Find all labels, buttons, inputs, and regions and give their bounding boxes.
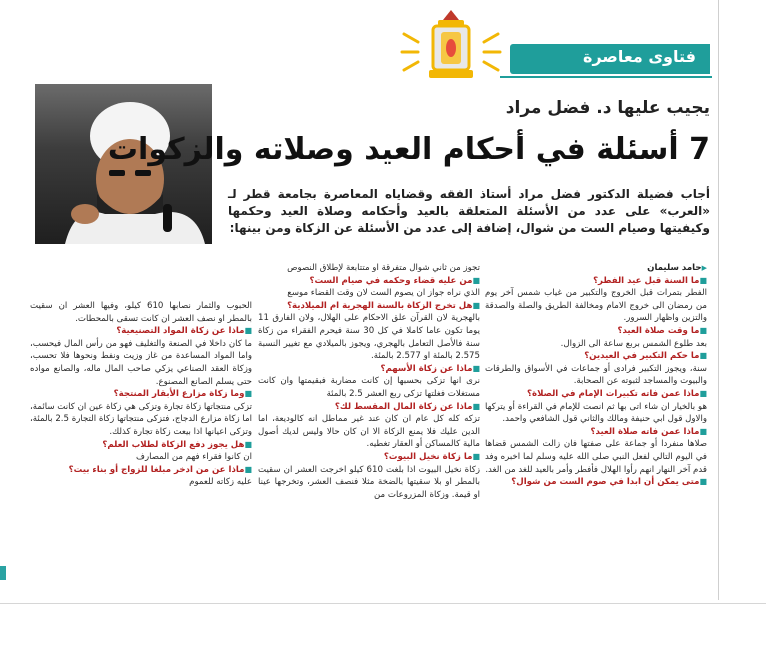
answer-text: بالهجرية لان القرآن علق الاحكام على الهلال، ولان الفارق 11 يوما تكون عاما كاملا في كل 30 سنة فيحرم الفقراء من زكاة سنة فالأصل التعامل بالهجري، ويجوز بالميلادي مع تغيير النسبة 2.575 بالمئة او 2.577 بالمئة. bbox=[258, 313, 480, 362]
question-heading: ■ ماذا عن من ادخر مبلغا للزواج أو بناء بيت؟ bbox=[30, 464, 252, 477]
answer-text: ان كانوا فقراء فهم من المصارف bbox=[136, 452, 252, 463]
answer-text: عليه زكاته للعموم bbox=[189, 477, 252, 488]
answer-text: ما كان داخلا في الصنعة والتغليف فهو من رأس المال فيحسب، واما المواد المساعدة من غاز وزيت ونفط ونحوها فلا تحسب، وزكاة العقد الصناعي يزكي صاحب المال ماله، والصانع مواده حتى يسلم الصانع المصنوع. bbox=[30, 338, 252, 387]
question-heading: ■ ماذا عن زكاة الأسهم؟ bbox=[258, 363, 480, 376]
question-heading: ■ من عليه قضاء وحكمه في صيام الست؟ bbox=[258, 275, 480, 288]
question-heading: ■ هل تخرج الزكاة بالسنة الهجرية ام الميلادية؟ bbox=[258, 300, 480, 313]
article-column-left bbox=[30, 300, 252, 489]
question-heading: ■ ما حكم التكبير في العيدين؟ bbox=[485, 350, 707, 363]
answer-text: بعد طلوع الشمس بربع ساعة الى الزوال. bbox=[560, 338, 707, 349]
answer-text: الحبوب والثمار نصابها 610 كيلو، وفيها العشر ان سقيت بالمطر او نصف العشر ان كانت تسقى بالمحطات. bbox=[30, 301, 252, 324]
question-heading: ■ هل يجوز دفع الزكاة لطلاب العلم؟ bbox=[30, 439, 252, 452]
lead-paragraph: أجاب فضيلة الدكتور فضل مراد أستاذ الفقه وقضاياه المعاصرة بجامعة قطر لـ «العرب» على عدد من الأسئلة المتعلقة بالعيد وأحكامه وصلاة العيد وحكمها وكيفيتها وصيام الست من شوال، إضافة إلى عدد من الأسئلة عن الزكاة ومن بينها: bbox=[228, 187, 710, 235]
question-heading: ■ ماذا عمن فاته صلاة العيد؟ bbox=[485, 426, 707, 439]
question-heading: ■ ما زكاة نخيل البيوت؟ bbox=[258, 451, 480, 464]
answer-text: هو بالخيار ان شاء اتى بها ثم انصت للإمام في القراءة أو يتركها والاول قول ابي حنيفة ومالك والثاني قول الشافعي واحمد. bbox=[485, 401, 707, 425]
question-heading: ■ ماذا عن زكاة المواد التصنيعية؟ bbox=[30, 325, 252, 338]
author-name: ▶ حامد سليمان bbox=[485, 262, 707, 275]
column-rule bbox=[718, 0, 719, 600]
question-heading: ■ ما السنة قبل عيد الفطر؟ bbox=[485, 275, 707, 288]
question-heading: ■ وما زكاة مزارع الأبقار المنتجة؟ bbox=[30, 388, 252, 401]
page-edge-tab bbox=[0, 566, 6, 580]
answer-text: سنة، ويجوز التكبير فرادى أو جماعات في الأسواق والطرقات والبيوت والمساجد لثبوته عن الصحابة. bbox=[485, 363, 707, 387]
answer-text: تزكه كله كل عام ان كان عند غير مماطل انه كالوديعة، اما الدين عليك فلا يمنع الزكاة الا ان كان حالا وليس لديك أصول مالية كالمساكن أو العقار تغطيه. bbox=[258, 414, 480, 450]
answer-text: تجوز من ثاني شوال متفرقة او متتابعة لإطلاق النصوص bbox=[287, 263, 480, 273]
answer-text: صلاها منفردا أو جماعة على صفتها فان زالت الشمس قضاها في اليوم التالي لفعل النبي صلى الله عليه وسلم لما اخبره وفد قدم آخر النهار انهم رأوا الهلال فأفطر وأمر بالعيد للغد من الغد. bbox=[485, 439, 707, 475]
answer-text: زكاة نخيل البيوت اذا بلغت 610 كيلو اخرجت العشر ان سقيت بالمطر او بلا سقيتها بالضخة مثلا فنصف العشر، وتخرجها عينا او قيمة. وزكاة المزروعات من bbox=[258, 464, 480, 500]
article-column-middle bbox=[258, 262, 480, 501]
answer-text: الذي نراه جواز ان يصوم الست لان وقت القضاء موسع bbox=[287, 288, 480, 299]
answer-text: نرى انها تزكى بحسبها إن كانت مضاربة فبقيمتها وان كانت مستغلات فغلتها تزكى ربع العشر 2.5 بالمئة bbox=[258, 376, 480, 399]
section-title: فتاوى معاصرة bbox=[583, 47, 696, 66]
lantern-icon bbox=[396, 8, 506, 88]
question-heading: ■ ما وقت صلاة العيد؟ bbox=[485, 325, 707, 338]
question-heading: ■ متى يمكن أن ابدا في صوم الست من شوال؟ bbox=[485, 476, 707, 489]
byline: يجيب عليها د. فضل مراد bbox=[505, 98, 710, 118]
page-bottom-rule bbox=[0, 603, 766, 604]
question-heading: ■ ماذا عمن فاته تكبيرات الإمام في الصلاة؟ bbox=[485, 388, 707, 401]
answer-text: الفطر بتمرات قبل الخروج والتكبير من غياب شمس آخر يوم من رمضان الى خروج الامام ومخالفة الطريق والصلة والصدقة والتزين واظهار السرور. bbox=[485, 288, 707, 324]
section-title-bar bbox=[510, 44, 710, 74]
answer-text: تزكى منتجاتها زكاة تجارة وتزكى هي زكاة عين ان كانت سائمة، اما زكاة مزارع الدجاج، فتزكى منتجاتها زكاة التجارة 2.5 بالمئة، وتزكى اعيانها اذا بيعت زكاة تجارة كذلك. bbox=[30, 401, 252, 437]
headline: 7 أسئلة في أحكام العيد وصلاته والزكوات bbox=[107, 132, 710, 167]
article-column-right bbox=[485, 262, 707, 489]
section-rule bbox=[500, 76, 712, 78]
question-heading: ■ ماذا عن زكاة المال المقسط لك؟ bbox=[258, 401, 480, 414]
